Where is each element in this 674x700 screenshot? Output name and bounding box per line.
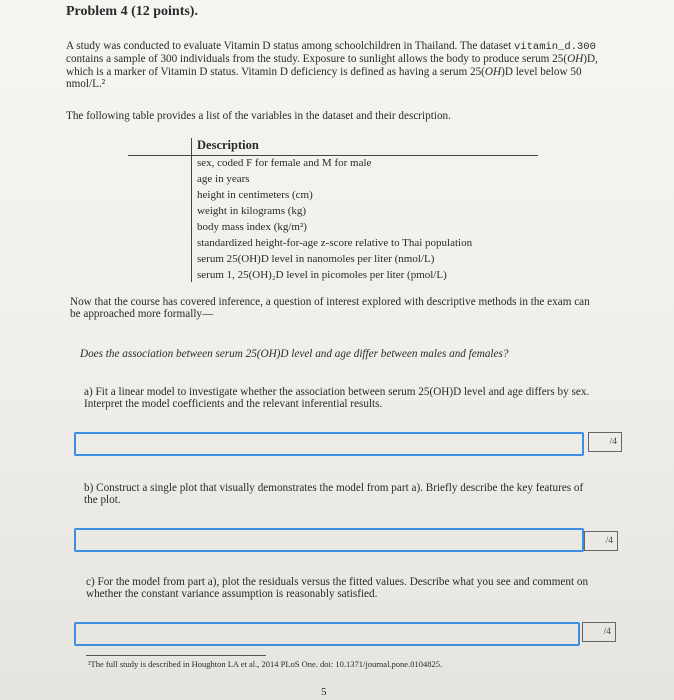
dataset-name: vitamin_d.300 (513, 41, 596, 53)
part-c-prompt: c) For the model from part a), plot the residuals versus the fitted values. Describe what you see and comment on whether the constant variance assumption is reasonably satisfied. (86, 576, 589, 601)
page-number: 5 (321, 686, 327, 698)
footnote-rule (86, 655, 266, 656)
problem-title: Problem 4 (12 points). (66, 4, 198, 19)
part-b-answer-box[interactable] (74, 528, 584, 552)
part-a-prompt: a) Fit a linear model to investigate whether the association between serum 25(OH)D level and age differs by sex. Interpret the model coefficients and the relevant inferential results. (84, 386, 590, 411)
research-question: Does the association between serum 25(OH)D level and age differ between males and females? (80, 348, 509, 360)
inference-paragraph: Now that the course has covered inference, a question of interest explored with descriptive methods in the exam can be approached more formally— (70, 296, 590, 321)
part-c-answer-box[interactable] (74, 622, 580, 646)
variables-table: Description sex, coded F for female and M for male age in years height in centimeters (cm) weight in kilograms (kg) body mass index (kg/m²) standardized height-for-age z-score relative to Thai population serum 25(OH)D level in nanomoles per liter (nmol/L) serum 1, 25(OH)₂D level in picomoles per liter (pmol/L) (128, 138, 538, 288)
footnote: ²The full study is described in Houghton LA et al., 2014 PLoS One. doi: 10.1371/journal.pone.0104825. (88, 659, 443, 669)
part-c-score-box: /4 (582, 622, 616, 642)
table-column-divider (191, 138, 192, 282)
table-intro-text: The following table provides a list of the variables in the dataset and their description. (66, 110, 451, 122)
part-a-answer-box[interactable] (74, 432, 584, 456)
table-header-rule (128, 155, 538, 156)
intro-paragraph: A study was conducted to evaluate Vitamin D status among schoolchildren in Thailand. The dataset vitamin_d.300 contains a sample of 300 individuals from the study. Exposure to sunlight allows the body to produce serum 25(OH)D, which is a marker of Vitamin D status. Vitamin D deficiency is defined as having a serum 25(OH)D level below 50 nmol/L.² (66, 40, 598, 91)
part-b-score-box: /4 (584, 531, 618, 551)
part-a-score-box: /4 (588, 432, 622, 452)
part-b-prompt: b) Construct a single plot that visually demonstrates the model from part a). Briefly describe the key features of the plot. (84, 482, 584, 507)
